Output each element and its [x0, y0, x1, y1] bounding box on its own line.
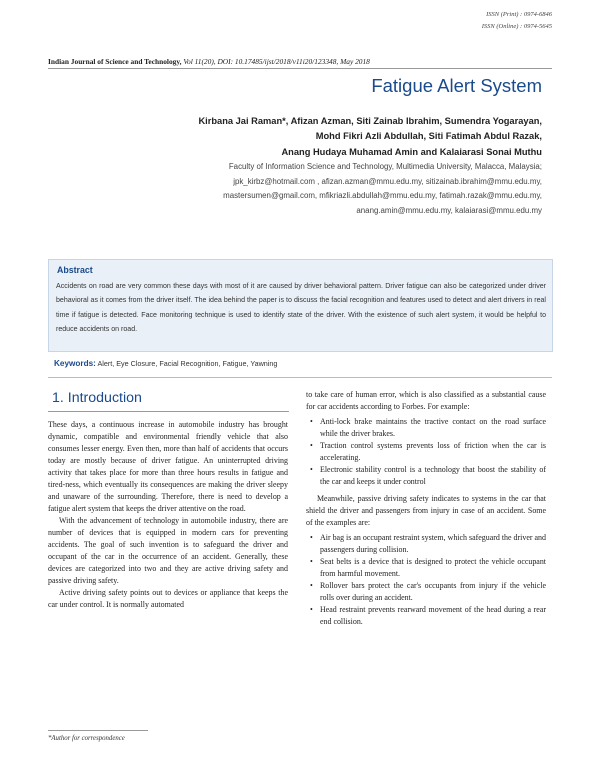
author-line: Kirbana Jai Raman*, Afizan Azman, Siti Zainab Ibrahim, Sumendra Yogarayan,: [198, 116, 542, 126]
list-item: • Anti-lock brake maintains the tractive contact on the road surface while the driver brakes.: [310, 417, 546, 438]
affiliation-line: jpk_kirbz@hotmail.com , afizan.azman@mmu.edu.my, sitizainab.ibrahim@mmu.edu.my,: [233, 176, 542, 186]
list-item: • Air bag is an occupant restraint system, which safeguard the driver and passengers during collision.: [310, 533, 546, 554]
journal-info: Vol 11(20), DOI: 10.17485/ijst/2018/v11i20/123348, May 2018: [181, 57, 370, 66]
journal-name: Indian Journal of Science and Technology,: [48, 57, 182, 66]
abstract-heading: Abstract: [57, 265, 93, 275]
abstract-text: Accidents on road are very common these days with most of it are caused by driver behavioral pattern. Driver fatigue can also be categorized under driver behavioral as it comes from the driver itself. The idea behind the paper is to discuss the facial recognition and features used to detect and alert drivers in real time if fatigue is detected. Face monitoring technique is used to identify state of the driver. With the existence of such alert system, it would be helpful to reduce accidents on road.: [56, 283, 546, 333]
list-item: • Rollover bars protect the car's occupants from injury if the vehicle rolls over during an accident.: [310, 581, 546, 602]
keywords-text: Alert, Eye Closure, Facial Recognition, Fatigue, Yawning: [95, 359, 278, 368]
affiliation-line: Faculty of Information Science and Technology, Multimedia University, Malacca, Malaysia;: [228, 162, 542, 171]
bullet-icon: •: [310, 557, 313, 566]
body-paragraph: Meanwhile, passive driving safety indicates to systems in the car that shield the driver and passengers from injury in case of an accident. Some of the examples are:: [306, 494, 546, 527]
right-column: [306, 389, 546, 633]
keywords: [54, 359, 277, 368]
passive-safety-list: [306, 532, 546, 628]
affiliation-line: mastersumen@gmail.com, mfikriazli.abdullah@mmu.edu.my, fatimah.razak@mmu.edu.my,: [223, 191, 542, 201]
body-paragraph: Active driving safety points out to devices or appliance that keeps the car under control. It is normally automated: [48, 588, 288, 609]
keywords-rule: [48, 377, 552, 378]
active-safety-list: [306, 416, 546, 488]
author-list: [72, 114, 542, 160]
list-item: • Traction control systems prevents loss of friction when the car is accelerating.: [310, 441, 546, 462]
left-column: [48, 419, 288, 611]
bullet-icon: •: [310, 441, 313, 450]
footnote-rule: [48, 730, 148, 731]
body-paragraph: to take care of human error, which is also classified as a substantial cause for car accidents according to Forbes. For example:: [306, 390, 546, 411]
footnote: *Author for correspondence: [48, 735, 125, 742]
keywords-label: Keywords:: [54, 359, 96, 368]
bullet-icon: •: [310, 417, 313, 426]
issn-print: ISSN (Print) : 0974-6846: [486, 11, 552, 18]
author-line: Mohd Fikri Azli Abdullah, Siti Fatimah Abdul Razak,: [315, 131, 542, 142]
journal-citation: [48, 57, 370, 66]
affiliation-line: anang.amin@mmu.edu.my, kalaiarasi@mmu.edu.my: [356, 205, 542, 215]
section-heading-rule: [48, 411, 289, 412]
body-paragraph: With the advancement of technology in automobile industry, there are number of devices that is equipped in modern cars for preventing accidents. The goal of such invention is to safeguard the driver and occupant of the car in the occurrence of an accident. Generally, these devices are categorized into two and they are active driving safety and passive driving safety.: [48, 516, 288, 585]
abstract-box: [48, 259, 553, 352]
affiliation-block: [72, 160, 542, 218]
list-item: • Head restraint prevents rearward movement of the head during a rear end collision.: [310, 605, 546, 626]
author-line: Anang Hudaya Muhamad Amin and Kalaiarasi Sonai Muthu: [281, 146, 542, 157]
list-item: • Electronic stability control is a technology that boost the stability of the car and keeps it under control: [310, 465, 546, 486]
bullet-icon: •: [310, 465, 313, 474]
paper-title: Fatigue Alert System: [371, 75, 542, 96]
bullet-icon: •: [310, 605, 313, 614]
issn-online: ISSN (Online) : 0974-5645: [481, 23, 552, 30]
body-paragraph: These days, a continuous increase in automobile industry has brought dynamic, compatible and environmental friendly vehicle that also consumes lesser energy. Even then, more than half of accidents that occurs today are mostly because of driver fatigue. An uninterrupted driving activity that takes place for more than three hours results in fatigue and tired-ness, which eventually its consequences are making the driver sleepy and unaware of the surrounding. Therefore, there is need to develop a fatigue alert system that keeps the driver attentive on the road.: [48, 420, 288, 513]
header-rule: [48, 68, 552, 69]
section-heading-introduction: 1. Introduction: [52, 390, 142, 406]
bullet-icon: •: [310, 581, 313, 590]
list-item: • Seat belts is a device that is designed to protect the vehicle occupant from harmful movement.: [310, 557, 546, 578]
bullet-icon: •: [310, 533, 313, 542]
